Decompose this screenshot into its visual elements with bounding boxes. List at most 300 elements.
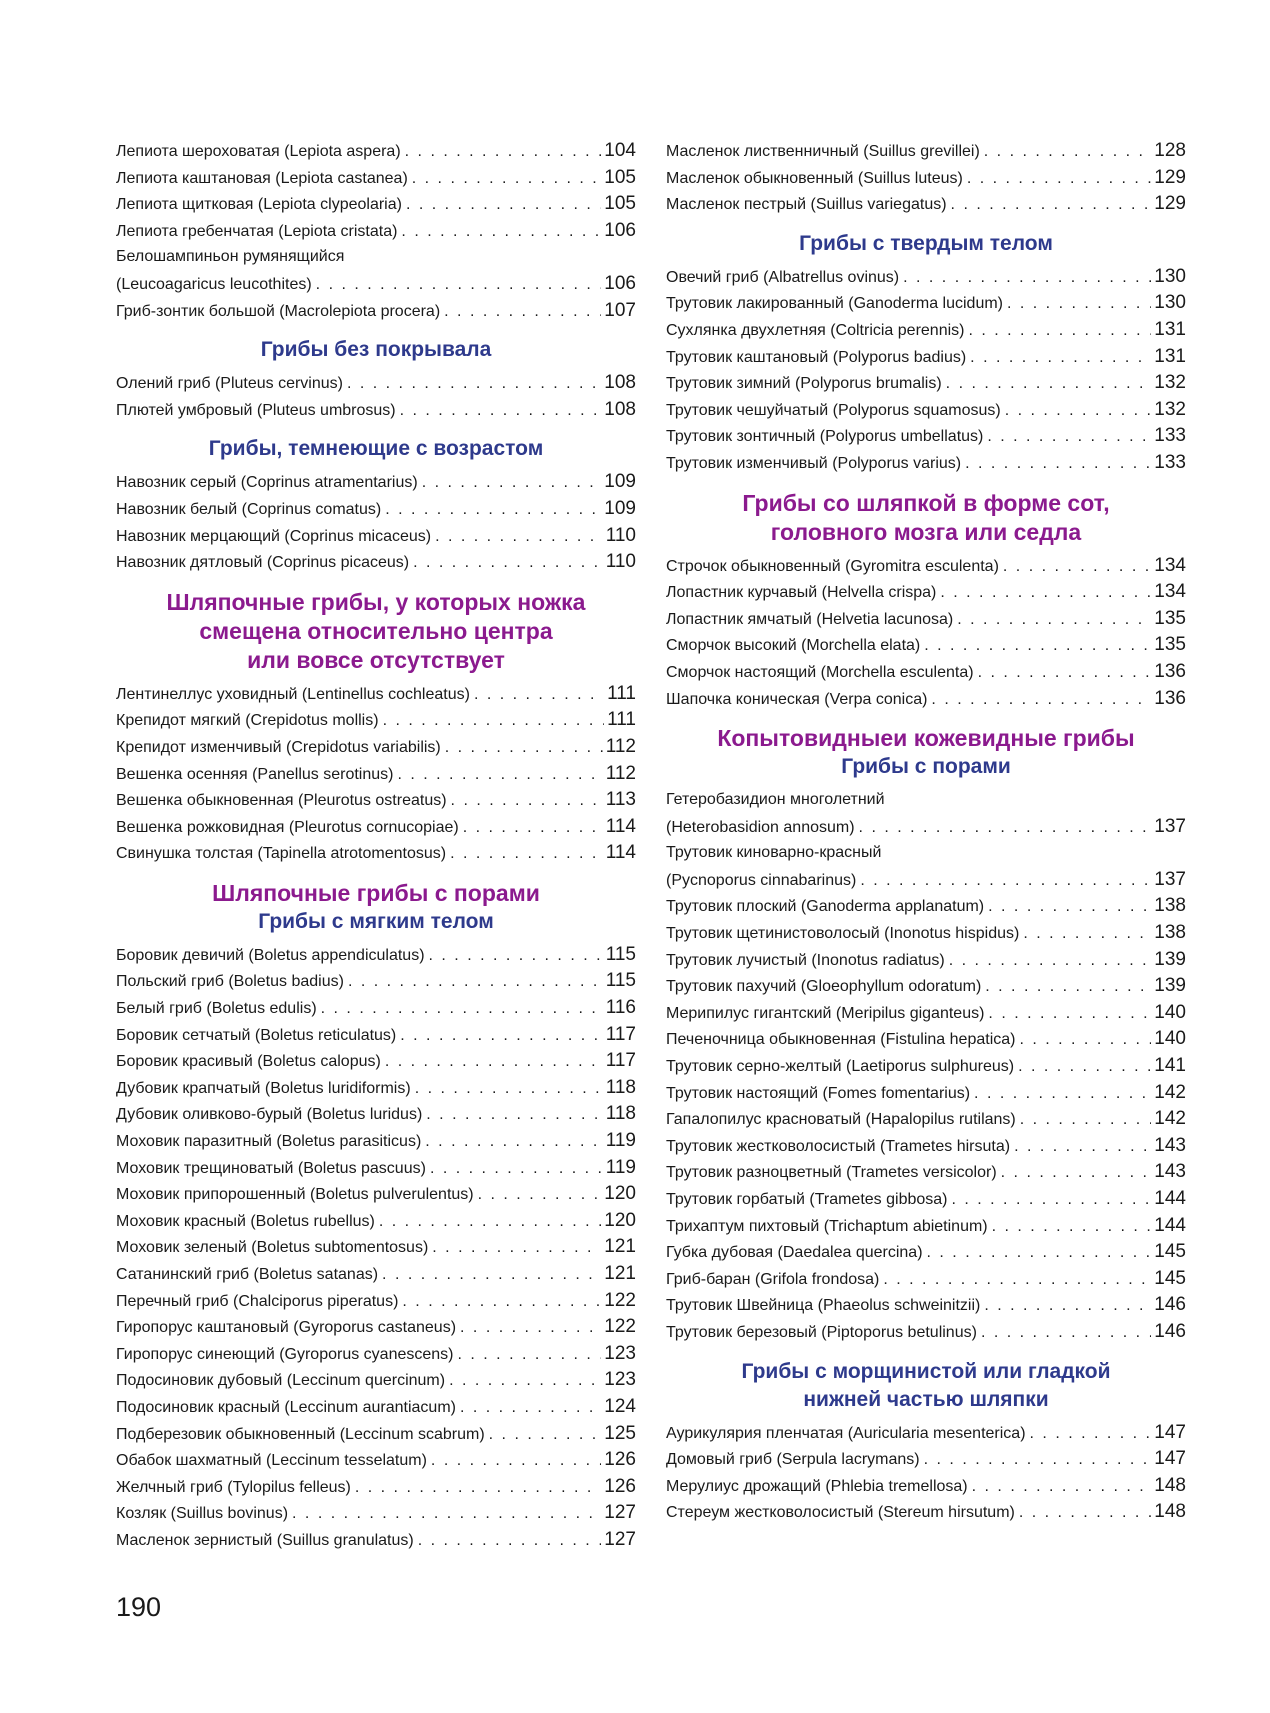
entry-group xyxy=(116,138,636,244)
section-heading: Грибы с мягким телом xyxy=(258,909,494,933)
index-entry xyxy=(116,942,636,969)
index-entry xyxy=(116,1527,636,1554)
entry-page-number: 143 xyxy=(1154,1134,1186,1156)
dot-leader xyxy=(400,1023,602,1050)
entry-name-line: Белошампиньон румянящийся xyxy=(116,248,345,266)
index-entry xyxy=(116,165,636,192)
entry-name: Гриб-баран (Grifola frondosa) xyxy=(666,1270,880,1288)
index-entry xyxy=(116,1394,636,1421)
index-entry xyxy=(666,1106,1186,1133)
index-entry xyxy=(666,423,1186,450)
category-heading xyxy=(666,489,1186,547)
index-entry xyxy=(116,138,636,165)
dot-leader xyxy=(450,841,603,868)
dot-leader xyxy=(426,1102,602,1129)
entry-page-number: 106 xyxy=(604,219,636,241)
right-column xyxy=(666,138,1186,1526)
entry-page-number: 118 xyxy=(605,1103,636,1125)
entry-name: Трутовик чешуйчатый (Polyporus squamosus) xyxy=(666,401,1001,419)
category-heading: Копытовидныеи кожевидные грибы xyxy=(717,725,1135,752)
heading-line: нижней частью шляпки xyxy=(803,1387,1049,1411)
category-heading: Шляпочные грибы с порами xyxy=(212,879,540,906)
index-entry xyxy=(666,1319,1186,1346)
entry-name: Вешенка обыкновенная (Pleurotus ostreatus) xyxy=(116,792,447,810)
entry-name: Моховик паразитный (Boletus parasiticus) xyxy=(116,1133,422,1151)
entry-page-number: 144 xyxy=(1154,1188,1186,1209)
entry-name: Трутовик изменчивый (Polyporus varius) xyxy=(666,454,962,472)
entry-page-number: 143 xyxy=(1154,1161,1186,1183)
entry-page-number: 137 xyxy=(1154,815,1186,837)
entry-name: Трутовик лучистый (Inonotus radiatus) xyxy=(666,951,945,969)
entry-page-number: 126 xyxy=(604,1449,636,1471)
dot-leader xyxy=(967,166,1151,193)
dot-leader xyxy=(478,1182,602,1209)
index-entry xyxy=(666,686,1186,713)
dot-leader xyxy=(385,1049,603,1076)
index-entry xyxy=(666,1239,1186,1266)
entry-name: Гриб-зонтик большой (Macrolepiota procera) xyxy=(116,302,441,320)
entry-name: Трутовик разноцветный (Trametes versicolor) xyxy=(666,1164,997,1182)
dot-leader xyxy=(1001,1160,1152,1187)
dot-leader xyxy=(970,345,1151,372)
dot-leader xyxy=(946,371,1152,398)
entry-page-number: 125 xyxy=(604,1422,636,1444)
entry-page-number: 107 xyxy=(604,299,636,321)
entry-name: Лопастник курчавый (Helvella crispa) xyxy=(666,584,937,602)
entry-name: Белый гриб (Boletus edulis) xyxy=(116,1000,317,1018)
entry-name: Масленок лиственничный (Suillus grevillei) xyxy=(666,143,980,160)
entry-name: Мерипилус гигантский (Meripilus giganteus) xyxy=(666,1004,985,1022)
dot-leader xyxy=(972,1474,1152,1501)
entry-page-number: 113 xyxy=(605,789,636,811)
entry-page-number: 108 xyxy=(604,398,636,420)
entry-name: Лентинеллус уховидный (Lentinellus cochleatus) xyxy=(116,685,470,703)
dot-leader xyxy=(382,1262,601,1289)
heading-line: Шляпочные грибы, у которых ножка xyxy=(166,588,586,615)
index-entry xyxy=(116,968,636,995)
entry-name: Домовый гриб (Serpula lacrymans) xyxy=(666,1451,920,1469)
index-entry xyxy=(666,1026,1186,1053)
index-entry xyxy=(116,1314,636,1341)
dot-leader xyxy=(860,868,1151,895)
dot-leader xyxy=(988,894,1151,921)
entry-page-number: 134 xyxy=(1154,554,1186,576)
dot-leader xyxy=(402,1289,601,1316)
entry-page-number: 106 xyxy=(604,272,636,294)
entry-name: Трутовик настоящий (Fomes fomentarius) xyxy=(666,1084,971,1102)
index-entry xyxy=(116,1128,636,1155)
index-entry xyxy=(666,659,1186,686)
dot-leader xyxy=(460,1395,601,1422)
index-entry xyxy=(666,553,1186,580)
index-entry xyxy=(666,920,1186,947)
index-entry xyxy=(666,1159,1186,1186)
dot-leader xyxy=(949,948,1152,975)
entry-page-number: 132 xyxy=(1154,372,1186,394)
entry-name: (Pycnoporus cinnabarinus) xyxy=(666,871,857,889)
entry-name: Лепиота каштановая (Lepiota castanea) xyxy=(116,169,408,187)
dot-leader xyxy=(430,1156,603,1183)
dot-leader xyxy=(422,470,602,497)
entry-name: Трутовик лакированный (Ganoderma lucidum) xyxy=(666,295,1003,313)
dot-leader xyxy=(489,1422,602,1449)
entry-page-number: 127 xyxy=(604,1528,636,1550)
index-entry xyxy=(116,840,636,867)
entry-page-number: 123 xyxy=(604,1369,636,1391)
entry-group xyxy=(116,469,636,575)
entry-page-number: 119 xyxy=(605,1156,636,1178)
index-entry xyxy=(666,264,1186,291)
index-entry xyxy=(116,1288,636,1315)
index-entry xyxy=(666,1000,1186,1027)
entry-page-number: 122 xyxy=(604,1289,636,1311)
dot-leader xyxy=(927,1240,1152,1267)
index-entry xyxy=(666,1266,1186,1293)
entry-name: Крепидот мягкий (Crepidotus mollis) xyxy=(116,712,379,730)
entry-name: Навозник серый (Coprinus atramentarius) xyxy=(116,474,418,492)
entry-page-number: 132 xyxy=(1154,398,1186,420)
dot-leader xyxy=(992,1214,1152,1241)
dot-leader xyxy=(859,815,1152,842)
entry-name: Дубовик крапчатый (Boletus luridiformis) xyxy=(116,1079,411,1097)
entry-name: Вешенка осенняя (Panellus serotinus) xyxy=(116,765,394,783)
index-entry xyxy=(666,1213,1186,1240)
entry-name: Гапалопилус красноватый (Hapalopilus rutilans) xyxy=(666,1111,1016,1129)
dot-leader xyxy=(418,1528,602,1555)
entry-page-number: 120 xyxy=(604,1183,636,1205)
entry-name: Сморчок высокий (Morchella elata) xyxy=(666,637,921,655)
index-entry xyxy=(666,1499,1186,1526)
entry-name: Навозник белый (Coprinus comatus) xyxy=(116,500,382,518)
entry-page-number: 109 xyxy=(604,471,636,493)
dot-leader xyxy=(1020,1107,1152,1134)
entry-name: Дубовик оливково-бурый (Boletus luridus) xyxy=(116,1106,423,1124)
index-entry xyxy=(666,1080,1186,1107)
dot-leader xyxy=(978,660,1152,687)
index-entry xyxy=(116,761,636,788)
dot-leader xyxy=(379,1209,601,1236)
entry-name: Лепиота шероховатая (Lepiota aspera) xyxy=(116,143,401,160)
dot-leader xyxy=(985,974,1151,1001)
entry-name: Сатанинский гриб (Boletus satanas) xyxy=(116,1266,379,1283)
dot-leader xyxy=(401,219,601,246)
dot-leader xyxy=(987,424,1151,451)
entry-page-number: 104 xyxy=(604,140,636,161)
entry-name-line: Гетеробазидион многолетний xyxy=(666,791,885,809)
section-heading: Грибы, темнеющие с возрастом xyxy=(208,437,544,461)
dot-leader xyxy=(405,139,602,166)
entry-name: Подосиновик дубовый (Leccinum quercinum) xyxy=(116,1372,446,1390)
dot-leader xyxy=(1018,1054,1151,1081)
entry-name: Лепиота щитковая (Lepiota clypeolaria) xyxy=(116,196,402,214)
entry-name: Трутовик плоский (Ganoderma applanatum) xyxy=(666,898,985,916)
entry-page-number: 116 xyxy=(605,997,636,1019)
dot-leader xyxy=(451,788,603,815)
index-entry xyxy=(666,632,1186,659)
index-entry xyxy=(116,1341,636,1368)
index-entry xyxy=(666,1292,1186,1319)
dot-leader xyxy=(397,762,602,789)
index-entry xyxy=(116,298,636,325)
entry-page-number: 121 xyxy=(604,1236,636,1258)
entry-name: Аурикулярия пленчатая (Auricularia mesenterica) xyxy=(666,1424,1026,1442)
entry-name: Сухлянка двухлетняя (Coltricia perennis) xyxy=(666,321,965,339)
index-entry xyxy=(116,1447,636,1474)
entry-page-number: 137 xyxy=(1154,868,1186,890)
entry-page-number: 110 xyxy=(605,551,636,573)
dot-leader xyxy=(348,969,603,996)
wrapped-entry xyxy=(666,840,1186,893)
dot-leader xyxy=(460,1315,601,1342)
dot-leader xyxy=(400,398,602,425)
entry-page-number: 140 xyxy=(1154,1028,1186,1050)
index-entry xyxy=(116,707,636,734)
entry-name: Мерулиус дрожащий (Phlebia tremellosa) xyxy=(666,1477,968,1495)
index-entry xyxy=(116,1261,636,1288)
entry-page-number: 131 xyxy=(1154,318,1186,340)
entry-page-number: 127 xyxy=(604,1502,636,1524)
dot-leader xyxy=(968,318,1151,345)
dot-leader xyxy=(1007,291,1151,318)
dot-leader xyxy=(413,550,603,577)
dot-leader xyxy=(1014,1134,1151,1161)
index-entry xyxy=(666,1446,1186,1473)
index-entry xyxy=(666,973,1186,1000)
entry-page-number: 145 xyxy=(1154,1267,1186,1289)
index-entry xyxy=(116,1181,636,1208)
entry-group xyxy=(666,893,1186,1345)
heading-line: или вовсе отсутствует xyxy=(247,646,505,673)
entry-group xyxy=(666,264,1186,477)
page-number: 190 xyxy=(116,1592,162,1622)
index-entry xyxy=(116,1367,636,1394)
entry-name: Боровик сетчатый (Boletus reticulatus) xyxy=(116,1026,397,1044)
index-entry xyxy=(116,1022,636,1049)
entry-page-number: 122 xyxy=(604,1316,636,1338)
entry-name: Навозник дятловый (Coprinus picaceus) xyxy=(116,554,410,572)
entry-name: Овечий гриб (Albatrellus ovinus) xyxy=(666,268,900,286)
index-entry xyxy=(116,814,636,841)
entry-name: Олений гриб (Pluteus cervinus) xyxy=(116,375,343,393)
dot-leader xyxy=(347,371,601,398)
entry-page-number: 117 xyxy=(605,1023,636,1045)
entry-name: Козляк (Suillus bovinus) xyxy=(116,1505,289,1523)
entry-name: Боровик девичий (Boletus appendiculatus) xyxy=(116,946,425,964)
entry-page-number: 146 xyxy=(1154,1294,1186,1316)
entry-name: Обабок шахматный (Leccinum tesselatum) xyxy=(116,1452,427,1470)
entry-name: Вешенка рожковидная (Pleurotus cornucopiae) xyxy=(116,818,459,836)
entry-page-number: 144 xyxy=(1154,1214,1186,1236)
dot-leader xyxy=(940,580,1151,607)
entry-name: Свинушка толстая (Tapinella atrotomentosus) xyxy=(116,845,447,863)
entry-page-number: 109 xyxy=(604,497,636,519)
entry-name: Боровик красивый (Boletus calopus) xyxy=(116,1053,381,1071)
entry-name: Моховик припорошенный (Boletus pulverulentus) xyxy=(116,1186,474,1204)
index-entry xyxy=(116,549,636,576)
entry-name: Подберезовик обыкновенный (Leccinum scabrum) xyxy=(116,1425,485,1443)
entry-name: (Heterobasidion annosum) xyxy=(666,818,855,836)
entry-page-number: 110 xyxy=(605,524,636,546)
index-entry xyxy=(116,370,636,397)
entry-name: Лопастник ямчатый (Helvetia lacunosa) xyxy=(666,610,954,628)
entry-name: Плютей умбровый (Pluteus umbrosus) xyxy=(116,401,396,419)
index-entry xyxy=(116,1474,636,1501)
wrapped-entry xyxy=(666,787,1186,840)
entry-page-number: 139 xyxy=(1154,948,1186,970)
entry-page-number: 126 xyxy=(604,1475,636,1497)
index-entry xyxy=(116,787,636,814)
entry-group xyxy=(116,298,636,325)
entry-name: Трихаптум пихтовый (Trichaptum abietinum) xyxy=(666,1217,988,1235)
entry-name: Трутовик жестковолосистый (Trametes hirsuta) xyxy=(666,1137,1011,1155)
entry-name: Трутовик щетинистоволосый (Inonotus hispidus) xyxy=(666,925,1020,943)
index-entry xyxy=(666,397,1186,424)
entry-name: Трутовик каштановый (Polyporus badius) xyxy=(666,348,967,366)
entry-page-number: 140 xyxy=(1154,1001,1186,1023)
section-heading: Грибы с твердым телом xyxy=(799,231,1053,255)
index-entry xyxy=(116,397,636,424)
entry-group xyxy=(666,138,1186,218)
entry-page-number: 145 xyxy=(1154,1241,1186,1263)
entry-page-number: 148 xyxy=(1154,1474,1186,1496)
entry-page-number: 105 xyxy=(604,166,636,188)
entry-group xyxy=(666,553,1186,713)
index-entry xyxy=(666,1186,1186,1213)
entry-page-number: 147 xyxy=(1154,1421,1186,1443)
index-entry xyxy=(666,893,1186,920)
index-entry xyxy=(116,1155,636,1182)
entry-page-number: 129 xyxy=(1154,193,1186,215)
entry-page-number: 139 xyxy=(1154,975,1186,997)
entry-page-number: 134 xyxy=(1154,581,1186,603)
entry-group xyxy=(116,681,636,867)
index-entry xyxy=(116,496,636,523)
index-entry xyxy=(116,469,636,496)
entry-page-number: 131 xyxy=(1154,345,1186,367)
index-entry xyxy=(116,1234,636,1261)
entry-page-number: 133 xyxy=(1154,425,1186,447)
entry-page-number: 135 xyxy=(1154,607,1186,629)
index-entry xyxy=(666,290,1186,317)
dot-leader xyxy=(463,815,603,842)
entry-name: Навозник мерцающий (Coprinus micaceus) xyxy=(116,527,432,545)
entry-page-number: 142 xyxy=(1154,1081,1186,1103)
entry-name: Трутовик зимний (Polyporus brumalis) xyxy=(666,375,942,393)
dot-leader xyxy=(385,497,601,524)
dot-leader xyxy=(974,1081,1151,1108)
index-entry xyxy=(666,1473,1186,1500)
dot-leader xyxy=(355,1475,601,1502)
entry-page-number: 112 xyxy=(605,735,636,757)
dot-leader xyxy=(435,524,603,551)
index-entry xyxy=(666,450,1186,477)
entry-page-number: 130 xyxy=(1154,265,1186,287)
entry-group xyxy=(116,942,636,1554)
index-entry xyxy=(116,734,636,761)
entry-name: Перечный гриб (Chalciporus piperatus) xyxy=(116,1292,399,1310)
dot-leader xyxy=(988,1001,1151,1028)
index-entry xyxy=(666,344,1186,371)
index-entry xyxy=(116,271,636,298)
entry-page-number: 135 xyxy=(1154,634,1186,656)
dot-leader xyxy=(984,139,1152,166)
index-entry xyxy=(666,606,1186,633)
entry-page-number: 147 xyxy=(1154,1448,1186,1470)
entry-name: Моховик зеленый (Boletus subtomentosus) xyxy=(116,1239,429,1257)
dot-leader xyxy=(951,192,1152,219)
dot-leader xyxy=(415,1076,603,1103)
entry-page-number: 128 xyxy=(1154,140,1186,161)
wrapped-entry xyxy=(116,244,636,297)
dot-leader xyxy=(321,996,603,1023)
entry-page-number: 142 xyxy=(1154,1108,1186,1130)
entry-page-number: 138 xyxy=(1154,922,1186,944)
dot-leader xyxy=(444,299,601,326)
entry-page-number: 114 xyxy=(605,842,636,864)
entry-page-number: 117 xyxy=(605,1050,636,1072)
index-entry xyxy=(116,1208,636,1235)
dot-leader xyxy=(445,735,603,762)
entry-name: Стереум жестковолосистый (Stereum hirsutum) xyxy=(666,1504,1015,1522)
dot-leader xyxy=(429,943,603,970)
heading-line: Грибы со шляпкой в форме сот, xyxy=(742,489,1110,516)
entry-page-number: 108 xyxy=(604,372,636,394)
dot-leader xyxy=(412,166,602,193)
dot-leader xyxy=(1005,398,1152,425)
dot-leader xyxy=(316,272,602,299)
index-entry xyxy=(116,1075,636,1102)
entry-page-number: 111 xyxy=(607,709,636,731)
entry-name: Крепидот изменчивый (Crepidotus variabilis) xyxy=(116,738,441,756)
dot-leader xyxy=(951,1187,1151,1214)
entry-name: Трутовик Швейница (Phaeolus schweinitzii) xyxy=(666,1297,981,1315)
section-heading: Грибы с порами xyxy=(841,755,1011,779)
index-entry xyxy=(666,947,1186,974)
entry-name: Масленок зернистый (Suillus granulatus) xyxy=(116,1531,414,1549)
index-entry xyxy=(666,814,1186,841)
entry-page-number: 115 xyxy=(605,943,636,965)
entry-page-number: 130 xyxy=(1154,292,1186,314)
dot-leader xyxy=(957,607,1151,634)
section-heading xyxy=(666,1358,1186,1414)
index-entry xyxy=(666,165,1186,192)
index-entry xyxy=(116,995,636,1022)
category-heading xyxy=(116,588,636,675)
entry-name: Трутовик зонтичный (Polyporus umbellatus) xyxy=(666,428,984,446)
dot-leader xyxy=(903,265,1151,292)
entry-page-number: 124 xyxy=(604,1395,636,1417)
entry-page-number: 136 xyxy=(1154,687,1186,709)
index-entry xyxy=(116,1048,636,1075)
section-heading: Грибы без покрывала xyxy=(260,338,492,362)
entry-name: Трутовик пахучий (Gloeophyllum odoratum) xyxy=(666,978,982,996)
entry-page-number: 120 xyxy=(604,1209,636,1231)
dot-leader xyxy=(383,708,605,735)
entry-page-number: 123 xyxy=(604,1342,636,1364)
entry-group xyxy=(666,1420,1186,1526)
entry-name: Гиропорус каштановый (Gyroporus castaneus) xyxy=(116,1319,457,1337)
entry-page-number: 112 xyxy=(605,762,636,784)
heading-line: смещена относительно центра xyxy=(199,617,553,644)
entry-name: Трутовик серно-желтый (Laetiporus sulphureus) xyxy=(666,1058,1015,1076)
dot-leader xyxy=(965,451,1151,478)
index-entry xyxy=(666,317,1186,344)
index-entry xyxy=(116,1500,636,1527)
index-entry xyxy=(666,191,1186,218)
dot-leader xyxy=(931,687,1151,714)
entry-page-number: 115 xyxy=(605,970,636,992)
entry-name: Трутовик горбатый (Trametes gibbosa) xyxy=(666,1191,948,1208)
